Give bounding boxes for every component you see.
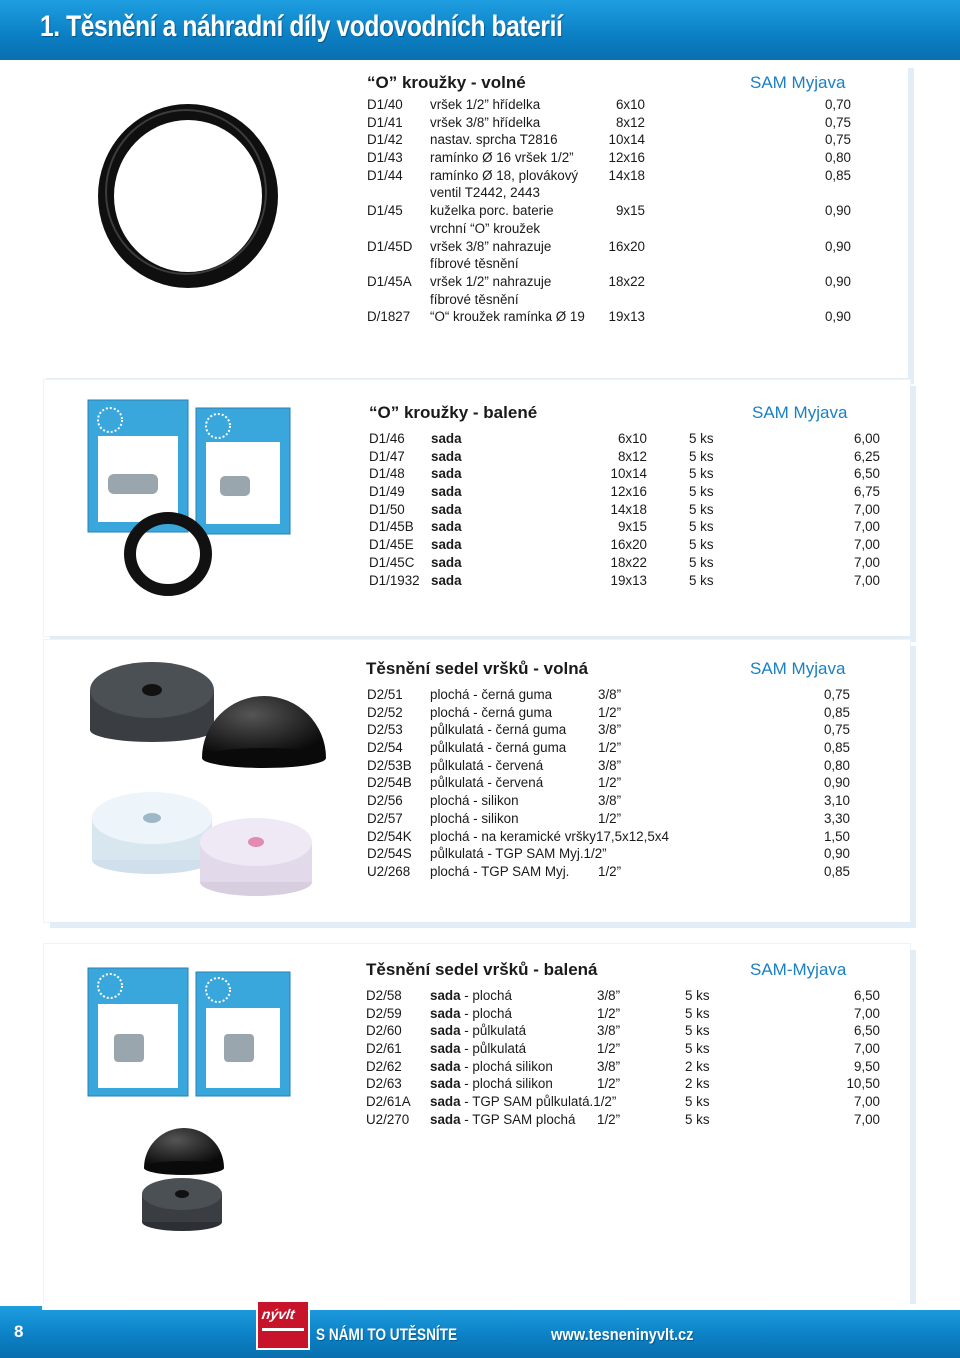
item-price: 7,00	[853, 1005, 880, 1021]
item-size: 19x13	[610, 572, 647, 588]
item-size: 12x16	[608, 150, 645, 166]
table-row	[366, 1112, 882, 1130]
item-description: půlkulatá - TGP SAM Myj.1/2”	[430, 846, 607, 862]
item-code: D1/40	[367, 97, 403, 112]
item-code: D2/59	[366, 1005, 402, 1021]
item-price: 7,00	[853, 572, 880, 588]
table-row	[367, 292, 857, 310]
item-description: sada	[431, 519, 462, 535]
item-description: sada	[431, 484, 462, 500]
item-quantity: 5 ks	[689, 572, 714, 588]
item-code: D1/45	[367, 203, 403, 219]
seat-seal-images	[140, 1110, 230, 1240]
item-size: 6x10	[617, 431, 647, 446]
page-header	[0, 0, 960, 60]
item-size: 14x18	[608, 167, 645, 183]
item-price: 7,00	[853, 519, 880, 535]
table-row	[366, 1023, 882, 1041]
item-quantity: 5 ks	[685, 1041, 710, 1057]
item-description: sada	[431, 448, 462, 464]
table-row	[367, 256, 857, 274]
page-number: 8	[14, 1322, 24, 1341]
item-description-bold: sada	[430, 1041, 461, 1057]
item-quantity: 5 ks	[685, 1005, 710, 1021]
item-description: plochá - černá guma	[430, 687, 553, 702]
footer-slogan: S NÁMI TO UTĚSNÍTE	[316, 1325, 458, 1344]
item-size: 3/8”	[598, 757, 622, 773]
item-description-bold: sada	[430, 988, 461, 1003]
item-price: 7,00	[853, 537, 880, 553]
item-size: 19x13	[608, 309, 645, 325]
item-description: sada	[431, 466, 462, 482]
table-row	[369, 466, 882, 484]
item-price: 7,00	[853, 554, 880, 570]
item-code: D1/45D	[367, 238, 413, 254]
item-price: 0,85	[823, 863, 850, 879]
product-table	[367, 687, 882, 882]
table-row	[367, 740, 882, 758]
table-row	[367, 811, 882, 829]
item-code: D2/53	[367, 722, 403, 738]
item-code: D2/54B	[367, 775, 412, 791]
item-code: U2/270	[366, 1111, 410, 1127]
item-description: vršek 1/2” hřídelka	[430, 97, 541, 112]
item-quantity: 5 ks	[689, 501, 714, 517]
item-code: D1/49	[369, 484, 405, 500]
item-price: 0,75	[823, 722, 850, 738]
item-price: 0,90	[824, 238, 851, 254]
item-size: 16x20	[610, 537, 647, 553]
item-price: 6,75	[853, 484, 880, 500]
item-description-bold: sada	[430, 1005, 461, 1021]
section-title: Těsnění sedel vršků - volná	[366, 659, 589, 678]
table-row	[369, 519, 882, 537]
item-code: D2/58	[366, 988, 402, 1003]
item-description-text: - plochá	[460, 988, 512, 1003]
item-price: 0,80	[823, 757, 850, 773]
item-code: D1/46	[369, 431, 405, 446]
item-quantity: 5 ks	[689, 537, 714, 553]
item-price: 0,90	[823, 846, 850, 862]
item-price: 7,00	[853, 1094, 880, 1110]
logo-underline	[262, 1328, 304, 1331]
item-price: 0,90	[824, 309, 851, 325]
item-price: 0,85	[823, 704, 850, 720]
item-description	[430, 988, 512, 1003]
item-price: 0,70	[824, 97, 851, 112]
item-description-text: - TGP SAM půlkulatá.1/2”	[460, 1094, 617, 1110]
o-ring-image	[92, 100, 282, 290]
item-description-text: - půlkulatá	[460, 1041, 527, 1057]
item-price: 0,90	[823, 775, 850, 791]
table-row	[369, 537, 882, 555]
item-description-text: - půlkulatá	[460, 1023, 527, 1039]
item-code: D2/63	[366, 1076, 402, 1092]
table-row	[369, 431, 882, 449]
item-size: 1/2”	[598, 863, 622, 879]
table-row	[369, 555, 882, 573]
item-size: 14x18	[610, 501, 647, 517]
item-code: D1/47	[369, 448, 405, 464]
table-row	[367, 793, 882, 811]
item-size: 6x10	[615, 97, 645, 112]
item-quantity: 5 ks	[685, 1023, 710, 1039]
item-size: 3/8”	[597, 1023, 621, 1039]
item-code: D2/60	[366, 1023, 402, 1039]
table-row	[367, 185, 857, 203]
item-code: D1/44	[367, 167, 403, 183]
section-title: “O” kroužky - volné	[367, 73, 526, 92]
item-code: D2/57	[367, 810, 403, 826]
table-row	[367, 150, 857, 168]
table-row	[369, 573, 882, 591]
item-price: 7,00	[853, 501, 880, 517]
item-size: 9x15	[615, 203, 645, 219]
item-description	[430, 1059, 553, 1074]
item-description-bold: sada	[430, 1058, 461, 1074]
item-size: 18x22	[608, 273, 645, 289]
item-price: 6,25	[853, 448, 880, 464]
table-row	[367, 115, 857, 133]
item-size: 9x15	[617, 519, 647, 535]
item-size: 12x16	[610, 484, 647, 500]
item-code: D1/45C	[369, 554, 415, 570]
item-description: fíbrové těsnění	[430, 291, 519, 307]
item-code: D1/48	[369, 466, 405, 482]
item-price: 6,50	[853, 988, 880, 1003]
item-size: 8x12	[615, 114, 645, 130]
item-size: 10x14	[608, 132, 645, 148]
product-table	[366, 988, 882, 1130]
item-code: D1/41	[367, 114, 403, 130]
item-description-bold: sada	[430, 1094, 461, 1110]
item-description: plochá - silikon	[430, 793, 519, 809]
item-code: D1/45B	[369, 519, 414, 535]
table-row	[369, 502, 882, 520]
item-description: sada	[431, 572, 462, 588]
table-row	[366, 988, 882, 1006]
item-description: půlkulatá - červená	[430, 757, 544, 773]
item-price: 6,00	[853, 431, 880, 446]
product-table	[367, 97, 857, 327]
table-row	[369, 449, 882, 467]
item-description: plochá - TGP SAM Myj.	[430, 863, 570, 879]
footer-divider	[42, 1304, 960, 1310]
packaged-seat-seals-image	[84, 964, 294, 1104]
item-size: 8x12	[617, 448, 647, 464]
item-size: 1/2”	[598, 740, 622, 756]
table-row	[367, 705, 882, 723]
item-price: 0,90	[824, 273, 851, 289]
item-price: 0,80	[824, 150, 851, 166]
table-row	[367, 203, 857, 221]
table-row	[369, 484, 882, 502]
item-description-text: - plochá	[460, 1005, 512, 1021]
item-price: 0,75	[823, 687, 850, 702]
item-description-bold: sada	[430, 1111, 461, 1127]
item-price: 9,50	[853, 1058, 880, 1074]
o-ring-image	[118, 502, 218, 602]
table-row	[367, 274, 857, 292]
table-row	[367, 168, 857, 186]
table-row	[367, 775, 882, 793]
item-description-text: - plochá silikon	[460, 1076, 553, 1092]
item-code: D1/1932	[369, 572, 420, 588]
table-row	[366, 1076, 882, 1094]
item-size: 10x14	[610, 466, 647, 482]
item-description: nastav. sprcha T2816	[430, 132, 558, 148]
item-price: 7,00	[853, 1111, 880, 1127]
page-footer	[0, 1306, 960, 1358]
item-description-bold: sada	[430, 1076, 461, 1092]
item-quantity: 2 ks	[685, 1076, 710, 1092]
item-size: 1/2”	[597, 1005, 621, 1021]
table-row	[367, 221, 857, 239]
item-price: 0,85	[824, 167, 851, 183]
item-price: 7,00	[853, 1041, 880, 1057]
item-description: sada	[431, 554, 462, 570]
item-price: 6,50	[853, 1023, 880, 1039]
item-price: 0,90	[824, 203, 851, 219]
item-description: vršek 3/8” hřídelka	[430, 114, 541, 130]
item-size: 18x22	[610, 554, 647, 570]
section-brand: SAM Myjava	[750, 73, 846, 92]
table-row	[366, 1059, 882, 1077]
item-size: 1/2”	[597, 1041, 621, 1057]
item-quantity: 5 ks	[689, 431, 714, 446]
item-description: plochá - na keramické vršky17,5x12,5x4	[430, 828, 669, 844]
item-description: plochá - silikon	[430, 810, 519, 826]
item-description	[430, 1006, 512, 1021]
item-description-text: - TGP SAM plochá	[460, 1111, 576, 1127]
table-row	[367, 132, 857, 150]
item-description	[430, 1094, 616, 1109]
item-description: ventil T2442, 2443	[430, 185, 540, 201]
item-quantity: 5 ks	[685, 1111, 710, 1127]
item-code: D2/52	[367, 704, 403, 720]
section-brand: SAM Myjava	[752, 403, 848, 422]
item-size: 1/2”	[597, 1076, 621, 1092]
item-code: D2/54K	[367, 828, 412, 844]
item-description: sada	[431, 431, 462, 446]
table-row	[366, 1041, 882, 1059]
item-price: 0,85	[823, 740, 850, 756]
item-size: 3/8”	[598, 793, 622, 809]
seat-seal-images	[80, 660, 340, 910]
item-quantity: 5 ks	[689, 519, 714, 535]
item-code: D2/61A	[366, 1094, 411, 1110]
item-price: 3,30	[823, 810, 850, 826]
section-brand: SAM Myjava	[750, 659, 846, 678]
item-description: vršek 3/8” nahrazuje	[430, 238, 552, 254]
product-table	[369, 431, 882, 590]
item-code: D1/45A	[367, 273, 412, 289]
table-row	[366, 1094, 882, 1112]
item-description: “O“ kroužek ramínka Ø 19	[430, 309, 585, 325]
item-size: 1/2”	[598, 775, 622, 791]
item-description	[430, 1112, 575, 1127]
page-title: 1. Těsnění a náhradní díly vodovodních baterií	[40, 10, 563, 43]
logo-text: nývlt	[260, 1306, 296, 1322]
brand-logo	[256, 1300, 310, 1350]
item-code: D2/54S	[367, 846, 412, 862]
item-price: 1,50	[823, 828, 850, 844]
item-size: 1/2”	[597, 1111, 621, 1127]
item-price: 3,10	[823, 793, 850, 809]
table-row	[367, 309, 857, 327]
item-description: vršek 1/2” nahrazuje	[430, 273, 552, 289]
item-price: 10,50	[846, 1076, 880, 1092]
table-row	[366, 1006, 882, 1024]
item-code: D2/56	[367, 793, 403, 809]
item-price: 0,75	[824, 114, 851, 130]
item-size: 3/8”	[598, 687, 622, 702]
table-row	[367, 722, 882, 740]
item-size: 1/2”	[598, 704, 622, 720]
item-size: 16x20	[608, 238, 645, 254]
item-price: 0,75	[824, 132, 851, 148]
section-brand: SAM-Myjava	[750, 960, 847, 979]
table-row	[367, 829, 882, 847]
section-title: “O” kroužky - balené	[369, 403, 538, 422]
section-title: Těsnění sedel vršků - balená	[366, 960, 598, 979]
item-code: D2/51	[367, 687, 403, 702]
table-row	[367, 687, 882, 705]
item-description: ramínko Ø 18, plovákový	[430, 167, 579, 183]
item-description: sada	[431, 537, 462, 553]
item-quantity: 5 ks	[685, 988, 710, 1003]
item-description: půlkulatá - černá guma	[430, 740, 567, 756]
item-quantity: 5 ks	[689, 448, 714, 464]
item-code: D/1827	[367, 309, 411, 325]
item-quantity: 5 ks	[685, 1094, 710, 1110]
item-description: kuželka porc. baterie	[430, 203, 554, 219]
item-size: 3/8”	[598, 722, 622, 738]
table-row	[367, 758, 882, 776]
item-description	[430, 1023, 526, 1038]
item-description-bold: sada	[430, 1023, 461, 1039]
footer-website-link[interactable]: www.tesneninyvlt.cz	[551, 1325, 694, 1344]
item-description: půlkulatá - černá guma	[430, 722, 567, 738]
item-price: 6,50	[853, 466, 880, 482]
item-size: 1/2”	[598, 810, 622, 826]
item-description: ramínko Ø 16 vršek 1/2”	[430, 150, 574, 166]
item-code: D2/62	[366, 1058, 402, 1074]
item-description: plochá - černá guma	[430, 704, 553, 720]
item-description: vrchní “O” kroužek	[430, 220, 541, 236]
item-description-text: - plochá silikon	[460, 1058, 553, 1074]
item-code: U2/268	[367, 863, 411, 879]
item-quantity: 5 ks	[689, 466, 714, 482]
table-row	[367, 97, 857, 115]
item-code: D1/50	[369, 501, 405, 517]
item-code: D2/54	[367, 740, 403, 756]
item-size: 3/8”	[597, 988, 621, 1003]
item-description	[430, 1076, 553, 1091]
item-code: D1/45E	[369, 537, 414, 553]
item-size: 3/8”	[597, 1058, 621, 1074]
item-quantity: 5 ks	[689, 554, 714, 570]
item-code: D1/43	[367, 150, 403, 166]
item-code: D2/53B	[367, 757, 412, 773]
item-description: sada	[431, 501, 462, 517]
table-row	[367, 846, 882, 864]
item-description	[430, 1041, 526, 1056]
item-code: D2/61	[366, 1041, 402, 1057]
table-row	[367, 864, 882, 882]
table-row	[367, 239, 857, 257]
item-quantity: 5 ks	[689, 484, 714, 500]
item-code: D1/42	[367, 132, 403, 148]
item-quantity: 2 ks	[685, 1058, 710, 1074]
item-description: půlkulatá - červená	[430, 775, 544, 791]
item-description: fíbrové těsnění	[430, 256, 519, 272]
